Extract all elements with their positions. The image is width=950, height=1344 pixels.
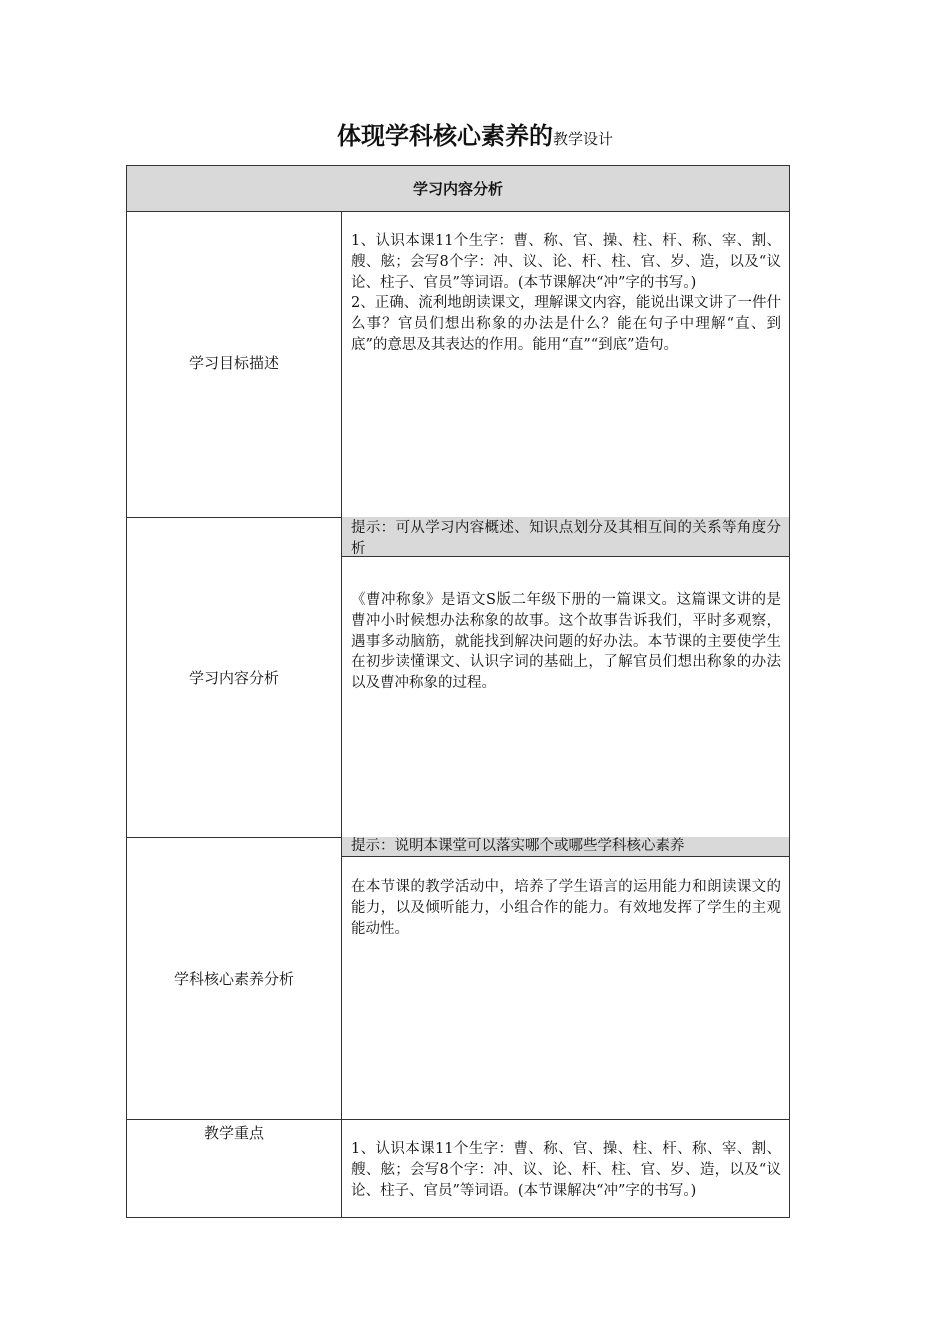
row-label-text: 教学重点 [203,1124,264,1142]
row-content-core-literacy [341,837,790,1120]
row-content-learning-objectives [341,211,790,518]
hint-box: 提示：可从学习内容概述、知识点划分及其相互间的关系等角度分析 [342,517,789,557]
row-label-text: 学习内容分析 [188,668,279,687]
table-header: 学习内容分析 [126,165,790,212]
objective-paragraph: 2、正确、流利地朗读课文，理解课文内容，能说出课文讲了一件什么事？官员们想出称象的办法是什么？能在句子中理解“直、到底”的意思及其表达的作用。能用“直”“到底”造句。 [351,295,781,353]
row-label-content-analysis [126,517,342,838]
teaching-focus-text: 1、认识本课11个生字：曹、称、官、操、柱、杆、称、宰、割、艘、舷；会写8个字：冲、议、论、杆、柱、官、岁、造，以及“议论、柱子、官员”等词语。(本节课解决“冲”字的书写。) [351,1141,781,1199]
hint-box: 提示：说明本课堂可以落实哪个或哪些学科核心素养 [342,837,789,857]
row-content-content-analysis [341,517,790,838]
row-label-learning-objectives [126,211,342,518]
row-label-text: 学科核心素养分析 [173,969,294,988]
analysis-text: 《曹冲称象》是语文S版二年级下册的一篇课文。这篇课文讲的是曹冲小时候想办法称象的故事。这个故事告诉我们，平时多观察，遇事多动脑筋，就能找到解决问题的好办法。本节课的主要使学生在初步读懂课文、认识字词的基础上，了解官员们想出称象的办法以及曹冲称象的过程。 [351,592,781,692]
title-suffix: 教学设计 [552,130,613,148]
row-content-teaching-focus [341,1119,790,1218]
core-literacy-text: 在本节课的教学活动中，培养了学生语言的运用能力和朗读课文的能力，以及倾听能力，小组合作的能力。有效地发挥了学生的主观能动性。 [351,879,781,937]
row-label-text: 学习目标描述 [188,353,279,372]
title-main: 体现学科核心素养的 [336,122,553,150]
objective-paragraph: 1、认识本课11个生字：曹、称、官、操、柱、杆、称、宰、割、艘、舷；会写8个字：冲、议、论、杆、柱、官、岁、造，以及“议论、柱子、官员”等词语。(本节课解决“冲”字的书写。) [351,233,781,291]
row-label-core-literacy [126,837,342,1120]
lesson-design-table [126,165,790,1218]
row-label-teaching-focus [126,1119,342,1218]
page-title [0,116,950,151]
